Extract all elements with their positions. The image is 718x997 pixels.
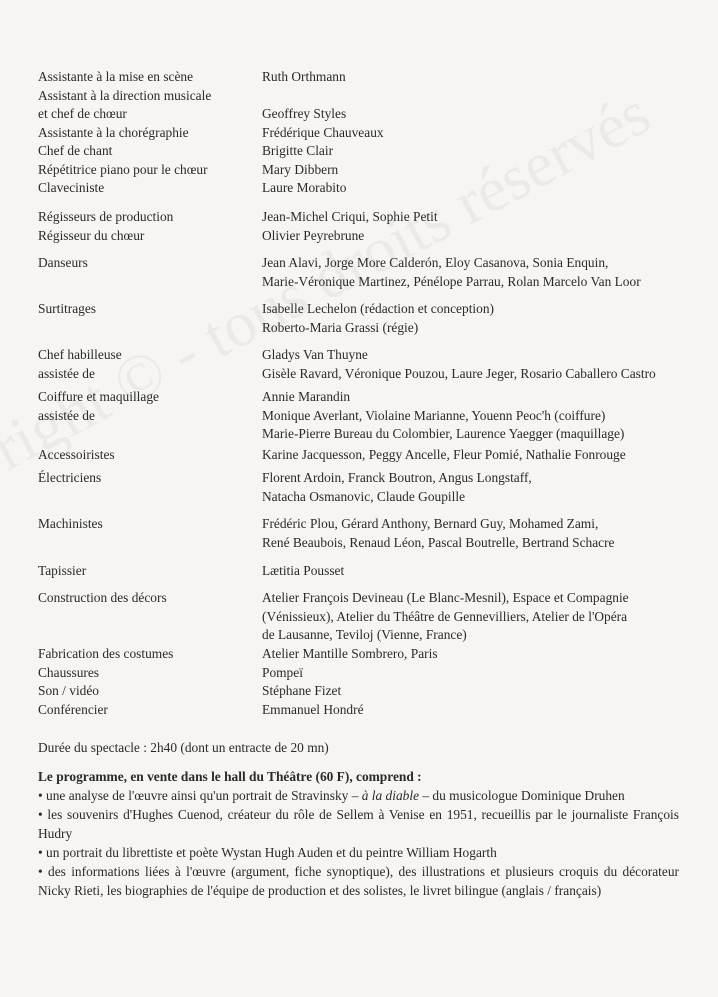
role-line: Coiffure et maquillage <box>38 389 159 404</box>
name-line: Gladys Van Thuyne <box>262 347 368 362</box>
name-line: Natacha Osmanovic, Claude Goupille <box>262 488 466 504</box>
name-line: Pompeï <box>262 664 303 680</box>
programme-item: • les souvenirs d'Hughes Cuenod, créateur du rôle de Sellem à Venise en 1951, recueillis par le journaliste François Hudry <box>38 807 679 841</box>
programme-item-text: • une analyse de l'œuvre ainsi qu'un portrait de Stravinsky – <box>38 788 362 803</box>
credit-roles <box>38 68 262 208</box>
name-line: Marie-Pierre Bureau du Colombier, Laurence Yaegger (maquillage) <box>262 426 625 441</box>
name-line: Stéphane Fizet <box>262 683 342 698</box>
name-line: Annie Marandin <box>262 389 351 404</box>
name-line: (Vénissieux), Atelier du Théâtre de Gennevilliers, Atelier de l'Opéra <box>262 608 628 624</box>
role-line: Régisseur du chœur <box>38 227 145 243</box>
role-line: Assistante à la mise en scène <box>38 69 194 84</box>
credit-group-danseurs <box>38 254 683 300</box>
credit-names <box>262 562 683 589</box>
credit-group-tapissier <box>38 562 683 589</box>
name-line: Marie-Véronique Martinez, Pénélope Parrau, Rolan Marcelo Van Loor <box>262 273 641 289</box>
credit-group-assistants <box>38 68 683 208</box>
name-line: Frédérique Chauveaux <box>262 124 384 140</box>
role-line: Machinistes <box>38 516 103 531</box>
credit-names <box>262 208 683 254</box>
name-line: Gisèle Ravard, Véronique Pouzou, Laure Jeger, Rosario Caballero Castro <box>262 365 656 381</box>
programme-heading: Le programme, en vente dans le hall du Théâtre (60 F), comprend : <box>38 769 422 784</box>
credit-names <box>262 469 683 515</box>
credit-names <box>262 645 683 721</box>
credit-names <box>262 346 683 388</box>
name-line: Geoffrey Styles <box>262 106 347 121</box>
role-line: Assistante à la chorégraphie <box>38 124 189 140</box>
name-line: René Beaubois, Renaud Léon, Pascal Boutrelle, Bertrand Schacre <box>262 534 615 550</box>
role-line: Construction des décors <box>38 590 167 605</box>
credit-roles <box>38 254 262 300</box>
name-line: Roberto-Maria Grassi (régie) <box>262 319 419 335</box>
credit-roles <box>38 300 262 346</box>
credit-names <box>262 68 683 208</box>
name-line: Frédéric Plou, Gérard Anthony, Bernard Guy, Mohamed Zami, <box>262 516 599 531</box>
name-line: Lætitia Pousset <box>262 563 345 578</box>
credit-roles <box>38 208 262 254</box>
role-line: Assistant à la direction musicale <box>38 87 212 103</box>
role-line: Claveciniste <box>38 180 105 195</box>
show-duration: Durée du spectacle : 2h40 (dont un entracte de 20 mn) <box>38 740 329 755</box>
role-line: Son / vidéo <box>38 683 100 698</box>
credit-group-electriciens <box>38 469 683 515</box>
role-line: assistée de <box>38 407 95 423</box>
name-line: Olivier Peyrebrune <box>262 227 365 243</box>
credit-roles <box>38 469 262 515</box>
name-line: de Lausanne, Teviloj (Vienne, France) <box>262 627 467 642</box>
name-line: Florent Ardoin, Franck Boutron, Angus Longstaff, <box>262 470 532 485</box>
credit-group-regie <box>38 208 683 254</box>
role-line: Régisseurs de production <box>38 209 174 224</box>
credit-group-decors <box>38 589 683 645</box>
name-line: Karine Jacquesson, Peggy Ancelle, Fleur Pomié, Nathalie Fonrouge <box>262 447 626 462</box>
role-line: Conférencier <box>38 701 108 717</box>
credit-group-costumes <box>38 645 683 721</box>
role-line: Accessoiristes <box>38 447 115 462</box>
role-line: Fabrication des costumes <box>38 646 174 661</box>
name-line: Isabelle Lechelon (rédaction et conception) <box>262 301 494 316</box>
credit-roles <box>38 645 262 721</box>
programme-item-text: – du musicologue Dominique Druhen <box>419 788 625 803</box>
name-line: Mary Dibbern <box>262 161 339 177</box>
credit-roles <box>38 388 262 446</box>
credit-group-accessoiristes <box>38 446 683 469</box>
credit-group-coiffure <box>38 388 683 446</box>
credit-names <box>262 254 683 300</box>
programme-section <box>38 767 679 900</box>
role-line: assistée de <box>38 365 95 381</box>
credit-roles <box>38 589 262 645</box>
credit-names <box>262 589 683 645</box>
role-line: Danseurs <box>38 255 88 270</box>
name-line: Ruth Orthmann <box>262 69 346 84</box>
name-line: Laure Morabito <box>262 180 347 195</box>
name-line: Atelier François Devineau (Le Blanc-Mesnil), Espace et Compagnie <box>262 590 629 605</box>
name-line: Jean-Michel Criqui, Sophie Petit <box>262 209 438 224</box>
name-line: Emmanuel Hondré <box>262 701 364 717</box>
role-line: Répétitrice piano pour le chœur <box>38 161 208 177</box>
programme-item-title: à la diable <box>361 788 420 803</box>
role-line: Chef habilleuse <box>38 347 122 362</box>
name-line <box>262 87 683 106</box>
role-line: Chaussures <box>38 664 99 680</box>
programme-item <box>38 786 679 805</box>
credit-names <box>262 300 683 346</box>
credit-names <box>262 515 683 562</box>
credit-roles <box>38 562 262 589</box>
credit-group-machinistes <box>38 515 683 562</box>
name-line: Brigitte Clair <box>262 143 334 158</box>
credit-names <box>262 388 683 446</box>
credit-roles <box>38 515 262 562</box>
role-line: Tapissier <box>38 563 87 578</box>
name-line: Jean Alavi, Jorge More Calderón, Eloy Casanova, Sonia Enquin, <box>262 255 609 270</box>
name-line: Monique Averlant, Violaine Marianne, Youenn Peoc'h (coiffure) <box>262 407 606 423</box>
credit-roles <box>38 346 262 388</box>
role-line: Surtitrages <box>38 301 97 316</box>
role-line: Électriciens <box>38 470 102 485</box>
programme-item: • un portrait du librettiste et poète Wystan Hugh Auden et du peintre William Hogarth <box>38 845 497 860</box>
programme-item: • des informations liées à l'œuvre (argument, fiche synoptique), des illustrations et plusieurs croquis du décorateur Nicky Rieti, les biographies de l'équipe de production et des solistes, le livret bilingue (anglais / français) <box>38 864 679 898</box>
name-line: Atelier Mantille Sombrero, Paris <box>262 646 438 661</box>
credit-group-habilleuse <box>38 346 683 388</box>
role-line: Chef de chant <box>38 143 113 158</box>
credits-list <box>38 68 683 721</box>
role-line: et chef de chœur <box>38 106 127 121</box>
credit-roles <box>38 446 262 469</box>
credit-group-surtitrages <box>38 300 683 346</box>
credit-names <box>262 446 683 469</box>
